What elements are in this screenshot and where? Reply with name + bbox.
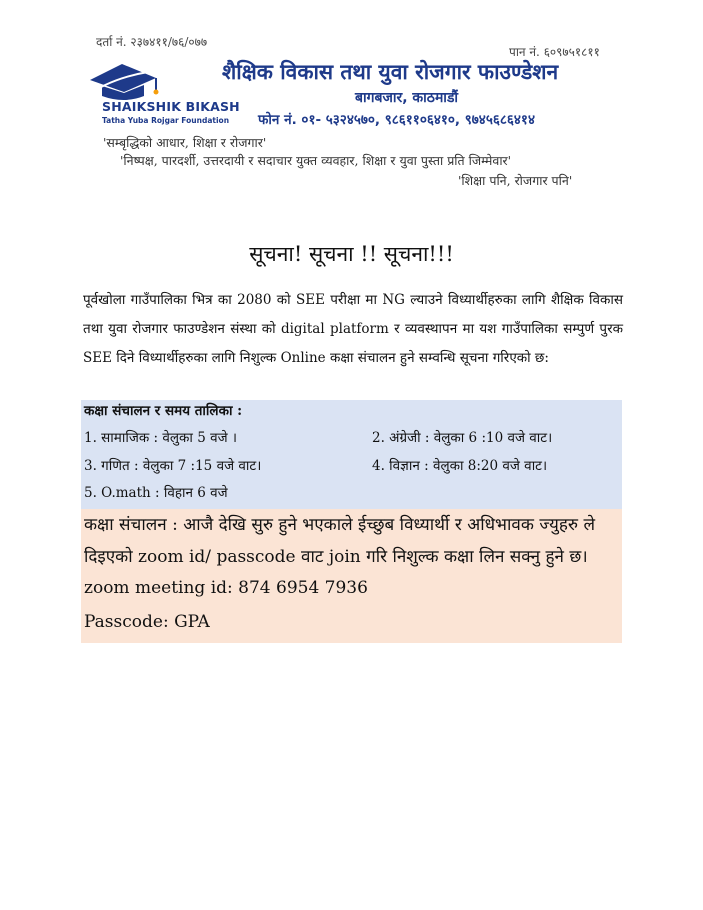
motto-line: 'निष्पक्ष, पारदर्शी, उत्तरदायी र सदाचार युक्त व्यवहार, शिक्षा र युवा पुस्ता प्रति जिम्मेवार' (120, 153, 512, 168)
meeting-note-line: कक्षा संचालन : आजै देखि सुरु हुने भएकाले ईच्छुब विध्यार्थी र अधिभावक ज्युहरु ले (84, 515, 596, 535)
organization-address: बागबजार, काठमाडौं (355, 90, 459, 106)
notice-intro-paragraph: पूर्वखोला गाउँपालिका भित्र का 2080 को SEE परीक्षा मा NG ल्याउने विध्यार्थीहरुका लागि शैक्षिक विकास तथा युवा रोजगार फाउण्डेशन संस्था को digital platform र व्यवस्थापन मा यश गाउँपालिका सम्पुर्ण पुरक SEE दिने विध्यार्थीहरुका लागि निशुल्क Online कक्षा संचालन हुने सम्वन्धि सूचना गरिएको छ: (83, 292, 623, 366)
zoom-meeting-id: zoom meeting id: 874 6954 7936 (84, 578, 368, 598)
schedule-item: 2. अंग्रेजी : वेलुका 6 :10 वजे वाट। (372, 430, 553, 446)
logo-name: SHAIKSHIK BIKASH (102, 99, 240, 114)
notice-heading: सूचना! सूचना !! सूचना!!! (249, 242, 454, 266)
schedule-item: 4. विज्ञान : वेलुका 8:20 वजे वाट। (372, 458, 548, 474)
meeting-note-line: दिइएको zoom id/ passcode वाट join गरि निशुल्क कक्षा लिन सक्नु हुने छ। (84, 547, 588, 567)
organization-name: शैक्षिक विकास तथा युवा रोजगार फाउण्डेशन (222, 60, 559, 84)
zoom-passcode: Passcode: GPA (84, 612, 210, 632)
schedule-item: 3. गणित : वेलुका 7 :15 वजे वाट। (84, 458, 262, 474)
logo-tagline: Tatha Yuba Rojgar Foundation (102, 116, 230, 125)
graduation-cap-icon (82, 56, 242, 104)
pan-number: पान नं. ६०९७५१८११ (509, 45, 600, 59)
motto-line: 'सम्बृद्धिको आधार, शिक्षा र रोजगार' (103, 135, 267, 150)
registration-number: दर्ता नं. २३७४११/७६/०७७ (96, 35, 208, 49)
schedule-title: कक्षा संचालन र समय तालिका : (84, 403, 243, 419)
schedule-item: 5. O.math : विहान 6 वजे (84, 485, 228, 501)
organization-phone: फोन नं. ०१- ५३२४५७०, ९८६११०६४१०, ९७४५६८६४१४ (258, 112, 535, 128)
schedule-item: 1. सामाजिक : वेलुका 5 वजे । (84, 430, 238, 446)
motto-line: 'शिक्षा पनि, रोजगार पनि' (458, 173, 573, 188)
